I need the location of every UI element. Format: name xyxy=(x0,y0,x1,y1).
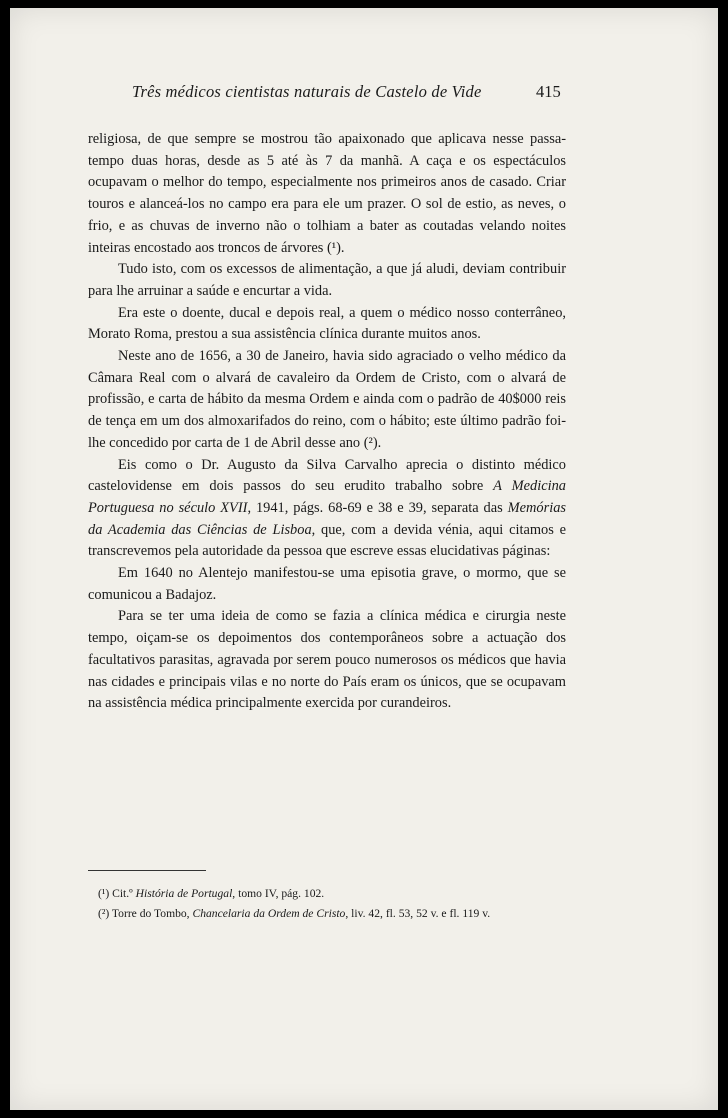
footnote-1-mark: (¹) Cit.º xyxy=(98,887,136,900)
footnote-divider xyxy=(88,870,206,871)
footnote-2-mark: (²) Torre do Tombo, xyxy=(98,907,193,920)
body-text xyxy=(88,129,566,715)
book-page xyxy=(10,8,718,1110)
paragraph-5-text-c: , 1941, págs. 68-69 e 38 e 39, separata das xyxy=(247,499,508,516)
paragraph-2: Tudo isto, com os excessos de alimentação, a que já aludi, deviam contribuir para lhe arruinar a saúde e encurtar a vida. xyxy=(88,261,566,299)
footnote-2 xyxy=(80,904,566,924)
running-header-title: Três médicos cientistas naturais de Castelo de Vide xyxy=(132,82,482,101)
footnote-1-title: História de Portugal xyxy=(135,887,233,900)
paragraph-4: Neste ano de 1656, a 30 de Janeiro, havia sido agraciado o velho médico da Câmara Real com o alvará de cavaleiro da Ordem de Cristo, com o alvará de profissão, e carta de hábito da mesma Ordem e ainda com o padrão de 40$000 reis de tença em um dos almoxarifados do reino, com o hábito; este último padrão foi-lhe concedido por carta de 1 de Abril desse ano (²). xyxy=(88,348,566,451)
cited-work-title: A Medicina Portuguesa no século XVII xyxy=(88,478,566,516)
cited-series-title: Memórias da Academia das Ciências de Lisboa xyxy=(88,499,566,538)
running-header xyxy=(10,80,718,106)
page-number: 415 xyxy=(536,82,561,101)
footnote-1 xyxy=(80,884,566,904)
footnote-2-title: Chancelaria da Ordem de Cristo xyxy=(192,907,346,920)
paragraph-6: Em 1640 no Alentejo manifestou-se uma episotia grave, o mormo, que se comunicou a Badajoz. xyxy=(88,565,566,603)
footnote-1-rest: , tomo IV, pág. 102. xyxy=(232,887,325,900)
footnote-2-rest: , liv. 42, fl. 53, 52 v. e fl. 119 v. xyxy=(345,907,491,920)
paragraph-1: religiosa, de que sempre se mostrou tão apaixonado que aplicava nesse passa-tempo duas horas, desde as 5 até às 7 da manhã. A caça e os espectáculos ocupavam o melhor do tempo, especialmente nos primeiros anos de casado. Criar touros e alanceá-los no campo era para ele um prazer. O sol de estio, as neves, o frio, e as chuvas de inverno não o tolhiam a bater as coutadas velando noites inteiras encostado aos troncos de árvores (¹). xyxy=(88,131,566,256)
paragraph-7: Para se ter uma ideia de como se fazia a clínica médica e cirurgia neste tempo, oiçam-se os depoimentos dos contemporâneos sobre a actuação dos facultativos parasitas, agravada por serem pouco numerosos os médicos que havia nas cidades e principais vilas e no norte do País eram os únicos, que se ocupavam na assistência médica principalmente exercida por curandeiros. xyxy=(88,608,566,712)
footnotes xyxy=(80,884,566,924)
paragraph-5 xyxy=(88,455,566,564)
paragraph-5-text-e: , que, com a devida vénia, aqui citamos e transcrevemos pela autoridade da pessoa que escreve essas elucidativas páginas: xyxy=(88,521,566,560)
paragraph-5-text-a: Eis como o Dr. Augusto da Silva Carvalho aprecia o distinto médico castelovidense em dois passos do seu erudito trabalho sobre xyxy=(88,456,566,495)
paragraph-3: Era este o doente, ducal e depois real, a quem o médico nosso conterrâneo, Morato Roma, prestou a sua assistência clínica durante muitos anos. xyxy=(88,304,566,343)
